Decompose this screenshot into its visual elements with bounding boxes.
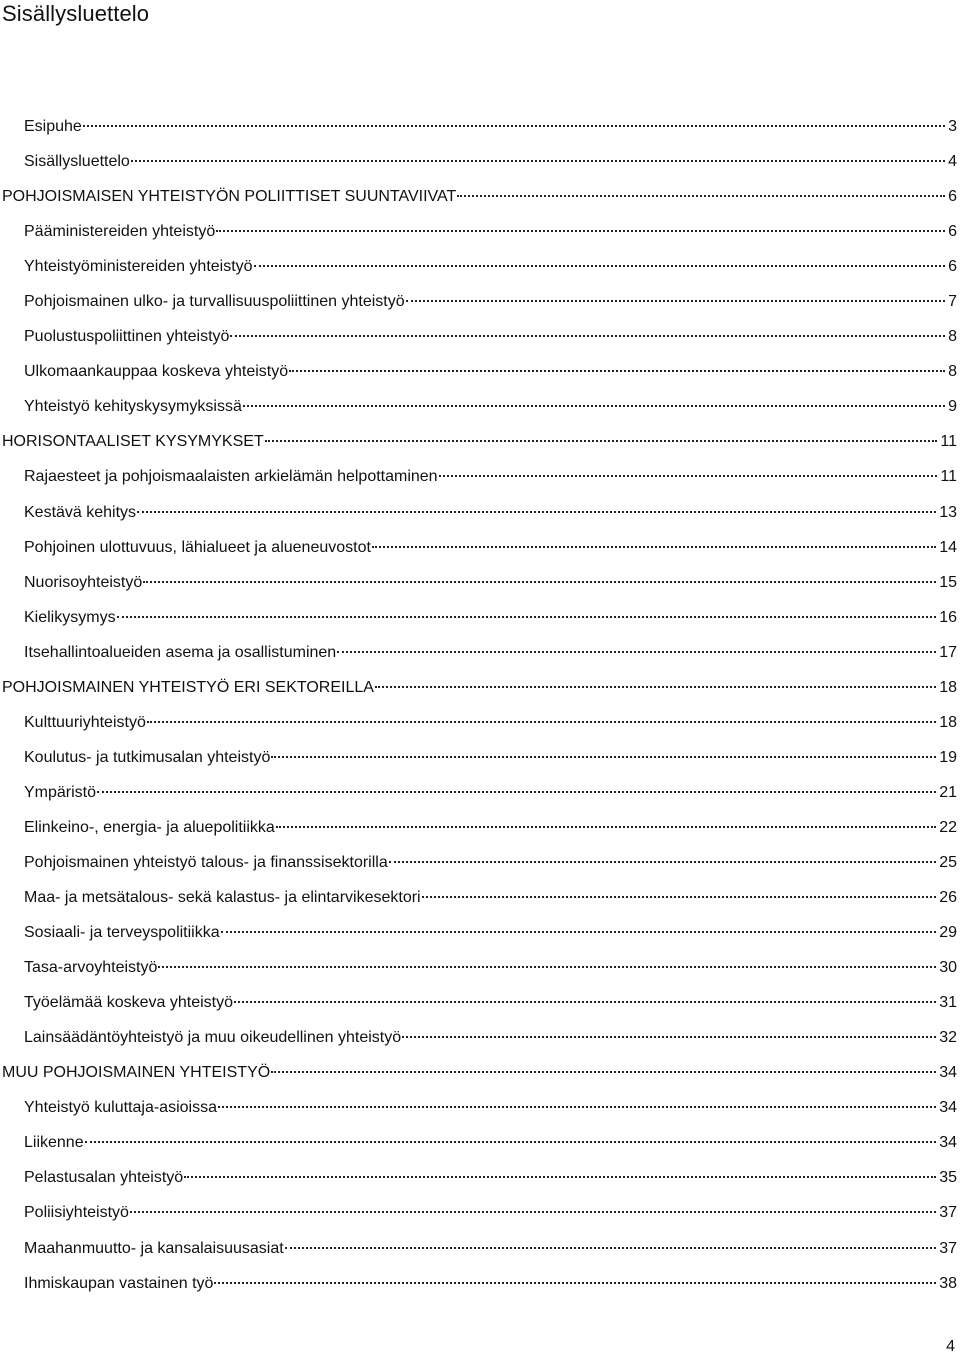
- toc-entry-title: Pohjoismainen ulko- ja turvallisuuspoliittinen yhteistyö: [24, 293, 405, 311]
- dot-leader: [254, 265, 946, 267]
- toc-entry[interactable]: [0, 109, 960, 144]
- toc-entry-page: 26: [939, 889, 957, 907]
- toc-entry-title: Yhteistyö kehityskysymyksissä: [24, 398, 242, 416]
- toc-entry-title: Maahanmuutto- ja kansalaisuusasiat: [24, 1239, 284, 1257]
- toc-entry-title: Liikenne: [24, 1134, 84, 1152]
- dot-leader: [402, 1036, 936, 1038]
- dot-leader: [137, 511, 936, 513]
- toc-entry-page: 14: [939, 538, 957, 556]
- toc-entry[interactable]: [0, 1266, 960, 1301]
- toc-entry-title: POHJOISMAISEN YHTEISTYÖN POLIITTISET SUUNTAVIIVAT: [2, 188, 457, 206]
- toc-entry-page: 31: [939, 994, 957, 1012]
- dot-leader: [406, 300, 945, 302]
- toc-entry-title: Työelämää koskeva yhteistyö: [24, 994, 233, 1012]
- dot-leader: [131, 160, 945, 162]
- toc-entry-title: Nuorisoyhteistyö: [24, 573, 143, 591]
- toc-entry[interactable]: [0, 845, 960, 880]
- toc-entry-page: 38: [939, 1274, 957, 1292]
- toc-entry-page: 18: [939, 678, 957, 696]
- toc-entry[interactable]: [0, 705, 960, 740]
- toc-entry-title: Pelastusalan yhteistyö: [24, 1169, 184, 1187]
- dot-leader: [221, 931, 937, 933]
- toc-entry-title: Elinkeino-, energia- ja aluepolitiikka: [24, 818, 275, 836]
- toc-entry[interactable]: [0, 530, 960, 565]
- toc-entry[interactable]: [0, 389, 960, 424]
- toc-entry[interactable]: [0, 565, 960, 600]
- toc-entry-page: 30: [939, 959, 957, 977]
- toc-entry[interactable]: [0, 144, 960, 179]
- dot-leader: [184, 1176, 936, 1178]
- toc-entry-title: Esipuhe: [24, 118, 82, 135]
- toc-entry-title: Puolustuspoliittinen yhteistyö: [24, 328, 230, 346]
- dot-leader: [216, 230, 945, 232]
- dot-leader: [422, 896, 937, 898]
- toc-entry-page: 37: [939, 1239, 957, 1257]
- toc-entry[interactable]: [0, 459, 960, 494]
- toc-entry[interactable]: [0, 1125, 960, 1160]
- dot-leader: [97, 791, 936, 793]
- toc-entry-page: 34: [939, 1134, 957, 1152]
- toc-entry-title: Pohjoinen ulottuvuus, lähialueet ja alueneuvostot: [24, 538, 371, 556]
- dot-leader: [117, 616, 937, 618]
- toc-entry-title: Yhteistyö kuluttaja-asioissa: [24, 1099, 217, 1117]
- toc-entry[interactable]: [0, 985, 960, 1020]
- toc-entry-page: 34: [939, 1099, 957, 1117]
- toc-entry-page: 19: [939, 748, 957, 766]
- dot-leader: [243, 405, 945, 407]
- dot-leader: [375, 686, 936, 688]
- toc-entry-page: 9: [948, 398, 957, 416]
- toc-entry-page: 34: [939, 1064, 957, 1082]
- table-of-contents: [0, 109, 960, 1301]
- toc-entry[interactable]: [0, 1195, 960, 1230]
- toc-entry-title: MUU POHJOISMAINEN YHTEISTYÖ: [2, 1064, 271, 1082]
- toc-entry[interactable]: [0, 1020, 960, 1055]
- toc-entry-title: Pääministereiden yhteistyö: [24, 223, 216, 241]
- dot-leader: [389, 861, 936, 863]
- dot-leader: [265, 440, 938, 442]
- dot-leader: [214, 1282, 936, 1284]
- toc-entry[interactable]: [0, 284, 960, 319]
- toc-section-heading[interactable]: [0, 1055, 960, 1090]
- toc-entry-title: Yhteistyöministereiden yhteistyö: [24, 258, 253, 276]
- toc-entry-page: 15: [939, 573, 957, 591]
- toc-entry-page: 6: [948, 258, 957, 276]
- toc-entry-title: HORISONTAALISET KYSYMYKSET: [2, 433, 264, 451]
- dot-leader: [143, 581, 936, 583]
- dot-leader: [439, 475, 938, 477]
- toc-entry-title: Kielikysymys: [24, 608, 116, 626]
- toc-entry[interactable]: [0, 495, 960, 530]
- toc-entry-title: Ulkomaankauppaa koskeva yhteistyö: [24, 363, 289, 381]
- toc-entry-page: 13: [939, 503, 957, 521]
- dot-leader: [337, 651, 936, 653]
- dot-leader: [271, 1071, 936, 1073]
- dot-leader: [147, 721, 936, 723]
- dot-leader: [218, 1106, 936, 1108]
- dot-leader: [285, 1247, 937, 1249]
- toc-entry-page: 6: [948, 223, 957, 241]
- toc-entry[interactable]: [0, 214, 960, 249]
- toc-entry-page: 25: [939, 853, 957, 871]
- dot-leader: [372, 546, 936, 548]
- dot-leader: [85, 1141, 937, 1143]
- document-title: Sisällysluettelo: [2, 1, 150, 26]
- toc-entry-title: Kulttuuriyhteistyö: [24, 713, 146, 731]
- toc-entry[interactable]: [0, 915, 960, 950]
- toc-entry-title: Ihmiskaupan vastainen työ: [24, 1274, 214, 1292]
- dot-leader: [83, 125, 945, 127]
- toc-entry-page: 8: [948, 328, 957, 346]
- dot-leader: [230, 335, 945, 337]
- toc-entry-page: 29: [939, 924, 957, 942]
- toc-entry-page: 11: [940, 433, 957, 451]
- dot-leader: [276, 826, 936, 828]
- toc-entry[interactable]: [0, 880, 960, 915]
- toc-entry-title: Lainsäädäntöyhteistyö ja muu oikeudellinen yhteistyö: [24, 1029, 402, 1047]
- toc-entry-page: 22: [939, 818, 957, 836]
- toc-entry[interactable]: [0, 319, 960, 354]
- toc-entry-title: Tasa-arvoyhteistyö: [24, 959, 158, 977]
- toc-entry-page: 7: [948, 293, 957, 311]
- toc-entry[interactable]: [0, 810, 960, 845]
- toc-entry-page: 21: [939, 783, 957, 801]
- toc-entry-title: Rajaesteet ja pohjoismaalaisten arkielämän helpottaminen: [24, 468, 438, 486]
- toc-entry-title: Poliisiyhteistyö: [24, 1204, 129, 1222]
- dot-leader: [289, 370, 945, 372]
- toc-entry-title: Kestävä kehitys: [24, 503, 137, 521]
- dot-leader: [158, 966, 936, 968]
- toc-section-heading[interactable]: [0, 179, 960, 214]
- dot-leader: [457, 195, 945, 197]
- toc-section-heading[interactable]: [0, 670, 960, 705]
- toc-entry-title: Sisällysluettelo: [24, 153, 130, 171]
- toc-entry-page: 6: [948, 188, 957, 206]
- toc-entry[interactable]: [0, 950, 960, 985]
- toc-entry[interactable]: [0, 740, 960, 775]
- toc-entry-title: POHJOISMAINEN YHTEISTYÖ ERI SEKTOREILLA: [2, 678, 374, 696]
- toc-entry-title: Itsehallintoalueiden asema ja osallistuminen: [24, 643, 337, 661]
- toc-entry[interactable]: [0, 249, 960, 284]
- toc-entry-title: Ympäristö: [24, 783, 97, 801]
- toc-entry-title: Sosiaali- ja terveyspolitiikka: [24, 924, 220, 942]
- toc-entry-page: 11: [940, 468, 957, 486]
- toc-entry-title: Pohjoismainen yhteistyö talous- ja finanssisektorilla: [24, 853, 388, 871]
- page-number: 4: [946, 1338, 955, 1355]
- toc-entry-page: 18: [939, 713, 957, 731]
- toc-entry-page: 35: [939, 1169, 957, 1187]
- dot-leader: [234, 1001, 936, 1003]
- toc-entry-page: 8: [948, 363, 957, 381]
- dot-leader: [271, 756, 936, 758]
- toc-entry-title: Maa- ja metsätalous- sekä kalastus- ja elintarvikesektori: [24, 889, 421, 907]
- toc-entry-page: 16: [939, 608, 957, 626]
- toc-entry[interactable]: [0, 600, 960, 635]
- toc-entry-page: 3: [948, 118, 957, 135]
- toc-entry-page: 4: [948, 153, 957, 171]
- toc-entry-title: Koulutus- ja tutkimusalan yhteistyö: [24, 748, 271, 766]
- toc-entry-page: 37: [939, 1204, 957, 1222]
- dot-leader: [130, 1211, 936, 1213]
- toc-entry[interactable]: [0, 1090, 960, 1125]
- toc-entry[interactable]: [0, 635, 960, 670]
- toc-entry-page: 17: [939, 643, 957, 661]
- toc-entry[interactable]: [0, 354, 960, 389]
- toc-entry[interactable]: [0, 1231, 960, 1266]
- toc-entry[interactable]: [0, 1160, 960, 1195]
- toc-entry[interactable]: [0, 775, 960, 810]
- toc-entry-page: 32: [939, 1029, 957, 1047]
- toc-section-heading[interactable]: [0, 424, 960, 459]
